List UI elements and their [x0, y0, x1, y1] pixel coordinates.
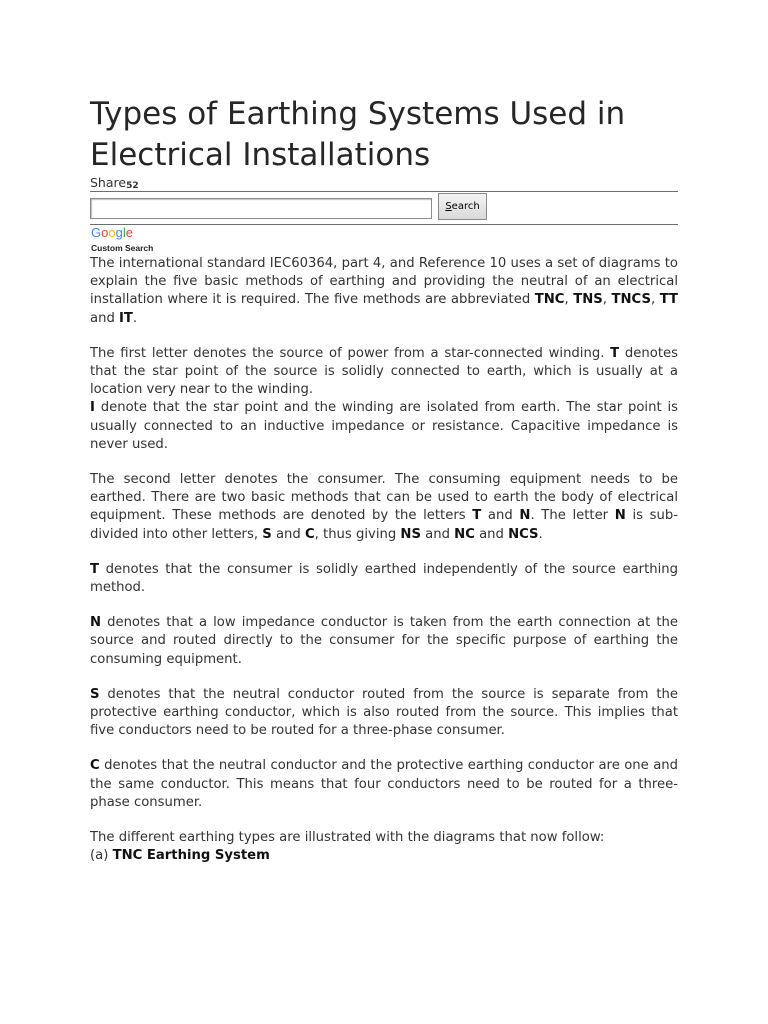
text-run: The first letter denotes the source of power from a star-connected winding.	[90, 345, 611, 361]
share-link[interactable]	[90, 175, 139, 191]
letter-c: C	[90, 758, 100, 774]
google-logo-letter: G	[91, 225, 102, 240]
custom-search-label: Custom Search	[91, 243, 154, 253]
search-bottom-divider	[90, 224, 678, 225]
search-top-divider	[90, 191, 678, 192]
paragraph-s-definition	[90, 686, 678, 741]
letter-t: T	[472, 508, 482, 524]
text-run: denote that the star point and the winding are isolated from earth. The star point is usually connected to an inductive impedance or resistance. Capacitive impedance is never used.	[90, 400, 678, 452]
letter-n: N	[614, 508, 626, 524]
abbrev-tncs: TNCS	[611, 292, 651, 308]
text-run: denotes that the neutral conductor and the protective earthing conductor are one and the same conductor. This means that four conductors need to be routed for a three-phase consumer.	[90, 758, 678, 810]
letter-s: S	[90, 686, 100, 702]
text-run: The different earthing types are illustrated with the diagrams that now follow:	[90, 830, 605, 846]
search-button-accesskey: S	[445, 201, 452, 212]
text-run: and	[271, 526, 305, 542]
text-run: (a)	[90, 848, 113, 864]
google-logo-letter: g	[115, 225, 123, 240]
google-logo-letter: l	[122, 225, 126, 240]
abbrev-nc: NC	[454, 526, 475, 542]
text-run: denotes that the neutral conductor routed from the source is separate from the protective earthing conductor, which is also routed from the source. This implies that five conductors need to be routed for a three-phase consumer.	[90, 686, 678, 739]
text-run: The international standard IEC60364, part 4, and Reference 10 uses a set of diagrams to explain the five basic methods of earthing and providing the neutral of an electrical installation where it is required. The five methods are abbreviated	[90, 256, 678, 308]
text-run: , thus giving	[314, 526, 401, 542]
paragraph-n-definition	[90, 614, 678, 669]
text-run: and	[481, 508, 520, 524]
letter-t: T	[610, 345, 620, 361]
share-count: 52	[126, 181, 139, 191]
abbrev-ns: NS	[400, 526, 421, 542]
letter-s: S	[262, 526, 272, 542]
search-button[interactable]	[438, 193, 487, 220]
google-logo-letter: o	[101, 225, 109, 240]
text-run: denotes that the consumer is solidly earthed independently of the source earthing method.	[90, 561, 678, 596]
paragraph-first-letter	[90, 345, 678, 454]
text-run: is sub-divided into other letters,	[90, 508, 678, 542]
text-run: denotes that the star point of the source is solidly connected to earth, which is usually at a location very near to the winding.	[90, 345, 678, 398]
abbrev-tns: TNS	[573, 292, 603, 308]
paragraph-diagrams-intro	[90, 829, 678, 847]
text-run: . The letter	[530, 508, 615, 524]
letter-i: I	[90, 400, 95, 416]
text-run: .	[538, 526, 543, 542]
text-run: ,	[564, 292, 574, 308]
letter-n: N	[519, 508, 531, 524]
heading-tnc-earthing-system: TNC Earthing System	[112, 848, 270, 864]
text-run: and	[420, 526, 455, 542]
text-run: ,	[650, 292, 660, 308]
letter-n: N	[90, 615, 102, 631]
article-body	[90, 255, 678, 865]
abbrev-it: IT	[119, 310, 133, 326]
abbrev-tt: TT	[659, 292, 679, 308]
article-title: Types of Earthing Systems Used in Electrical Installations	[90, 96, 626, 173]
paragraph-intro	[90, 255, 678, 328]
google-logo-letter: o	[108, 225, 116, 240]
paragraph-c-definition	[90, 757, 678, 812]
text-run: .	[132, 310, 138, 326]
text-run: ,	[602, 292, 612, 308]
letter-c: C	[304, 526, 315, 542]
letter-t: T	[90, 561, 99, 577]
google-logo-letter: e	[125, 225, 133, 240]
search-input[interactable]	[90, 198, 432, 219]
text-run: and	[90, 310, 120, 326]
share-label: Share	[90, 175, 127, 190]
paragraph-t-definition	[90, 561, 678, 597]
abbrev-ncs: NCS	[508, 526, 539, 542]
search-button-label: earch	[451, 201, 480, 212]
text-run: denotes that a low impedance conductor is taken from the earth connection at the source and routed directly to the consumer for the specific purpose of earthing the consuming equipment.	[90, 615, 678, 667]
text-run: and	[474, 526, 509, 542]
abbrev-tnc: TNC	[534, 292, 565, 308]
paragraph-second-letter	[90, 471, 678, 544]
section-heading-tnc	[90, 847, 678, 865]
text-run: The second letter denotes the consumer. The consuming equipment needs to be earthed. There are two basic methods that can be used to earth the body of electrical equipment. These methods are denoted by the letters	[90, 472, 678, 524]
google-logo	[91, 225, 133, 240]
